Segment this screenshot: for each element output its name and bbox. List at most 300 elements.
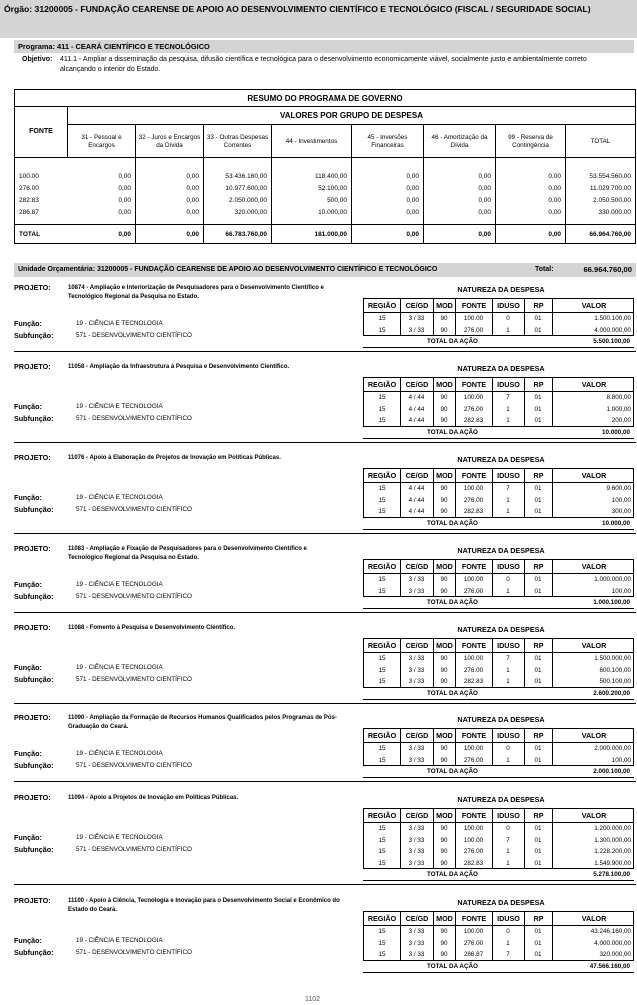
natureza-col-header: RP	[524, 469, 552, 482]
natureza-col-header: MOD	[433, 469, 455, 482]
natureza-cell: 90	[440, 405, 448, 413]
projeto-code: 11083	[68, 546, 85, 552]
natureza-cell: 90	[440, 587, 448, 595]
natureza-cell: 01	[534, 859, 542, 867]
natureza-col-header: RP	[524, 378, 552, 391]
subfuncao-value: 571 - DESENVOLVIMENTO CIENTÍFICO	[76, 415, 192, 422]
subfuncao-label: Subfunção:	[14, 761, 54, 770]
projeto-desc: Ampliação da Formação de Recursos Humanos Qualificados pelos Programas de Pós-Graduação do Ceará.	[68, 715, 337, 730]
projeto-code: 11090	[68, 715, 85, 721]
natureza-col-header: FONTE	[455, 299, 492, 312]
natureza-cell: 9.600,00	[606, 485, 631, 492]
projeto-title: 11058 - Ampliação da Infraestrutura à Pesquisa e Desenvolvimento Científico.	[68, 364, 290, 370]
total-acao-value: 2.600.200,00	[593, 689, 630, 697]
natureza-cell: 276.00	[463, 666, 484, 674]
funcao-value: 19 - CIÊNCIA E TECNOLOGIA	[76, 403, 163, 410]
total-acao-row	[363, 766, 634, 778]
natureza-col-header: CE/GD	[400, 639, 433, 652]
natureza-cell: 3 / 33	[408, 587, 425, 595]
unidade-header	[14, 263, 636, 277]
natureza-col-header: CE/GD	[400, 809, 433, 822]
resumo-value-cell: 53.436.160,00	[225, 173, 267, 180]
natureza-cell: 1	[506, 417, 510, 424]
natureza-col-header: MOD	[433, 729, 455, 742]
natureza-cell: 15	[378, 848, 386, 855]
total-acao-row	[363, 961, 634, 973]
total-acao-row	[363, 597, 634, 609]
natureza-cell: 3 / 33	[408, 756, 425, 764]
projeto-desc: Fomento à Pesquisa e Desenvolvimento Científico.	[89, 625, 236, 631]
resumo-value-cell: 0,00	[118, 173, 131, 180]
resumo-value-cell: 0,00	[548, 197, 561, 204]
subfuncao-label: Subfunção:	[14, 675, 54, 684]
natureza-header: NATUREZA DA DESPESA	[457, 285, 545, 294]
funcao-label: Função:	[14, 663, 42, 672]
natureza-cell: 01	[534, 745, 542, 752]
resumo-col-header: TOTAL	[565, 125, 635, 158]
natureza-col-header: RP	[524, 299, 552, 312]
programa-header: Programa: 411 - CEARÁ CIENTÍFICO E TECNOLÓGICO	[14, 40, 634, 53]
resumo-value-cell: 0,00	[478, 185, 491, 192]
natureza-cell: 01	[534, 576, 542, 583]
resumo-total-cell: 0,00	[548, 231, 561, 238]
natureza-cell: 15	[378, 508, 386, 515]
funcao-value: 19 - CIÊNCIA E TECNOLOGIA	[76, 320, 163, 327]
natureza-cell: 1	[506, 939, 510, 947]
natureza-cell: 01	[534, 417, 542, 424]
natureza-cell: 3 / 33	[408, 655, 425, 662]
natureza-cell: 01	[534, 939, 542, 947]
resumo-total-cell: 66.783.760,00	[225, 231, 267, 238]
natureza-col-header: IDUSO	[492, 469, 524, 482]
natureza-cell: 3 / 33	[408, 928, 425, 935]
natureza-cell: 15	[378, 666, 386, 674]
resumo-value-cell: 0,00	[118, 185, 131, 192]
resumo-value-cell: 11.029.700,00	[589, 185, 631, 192]
resumo-value-cell: 0,00	[406, 185, 419, 192]
natureza-cell: 90	[440, 745, 448, 752]
orgao-header: Órgão: 31200005 - FUNDAÇÃO CEARENSE DE APOIO AO DESENVOLVIMENTO CIENTÍFICO E TECNOLÓGICO (FISCAL / SEGURIDADE SOCIAL)	[0, 0, 637, 38]
total-acao-label: TOTAL DA AÇÃO	[427, 519, 478, 527]
natureza-header: NATUREZA DA DESPESA	[457, 546, 545, 555]
natureza-cell: 3 / 33	[408, 848, 425, 855]
natureza-cell: 01	[534, 666, 542, 674]
resumo-col-header: 45 - Inversões Financeiras	[351, 125, 423, 158]
total-acao-row	[363, 336, 634, 348]
natureza-cell: 282.83	[463, 417, 484, 424]
projeto-title: 11083 - Ampliação e Fixação de Pesquisadores para o Desenvolvimento Científico e Tecnológico Regional da Pesquisa no Estado.	[68, 546, 307, 561]
page-number: 1102	[305, 996, 321, 1003]
natureza-col-header: IDUSO	[492, 560, 524, 573]
natureza-cell: 43.246.160,00	[590, 928, 631, 935]
natureza-cell: 100.00	[463, 928, 484, 935]
resumo-fonte-cell: 286.87	[19, 209, 39, 216]
projeto-title: 11100 - Apoio à Ciência, Tecnologia e Inovação para o Desenvolvimento Social e Econômico do Estado do Ceará.	[68, 898, 340, 913]
natureza-cell: 01	[534, 587, 542, 595]
natureza-cell: 4 / 44	[408, 405, 425, 413]
natureza-cell: 1	[506, 405, 510, 413]
natureza-cell: 90	[440, 756, 448, 764]
natureza-cell: 15	[378, 496, 386, 504]
natureza-col-header: REGIÃO	[367, 301, 397, 310]
natureza-cell: 0	[506, 315, 510, 322]
natureza-cell: 01	[534, 848, 542, 855]
funcao-label: Função:	[14, 319, 42, 328]
resumo-value-cell: 0,00	[406, 173, 419, 180]
natureza-col-header: REGIÃO	[367, 731, 397, 740]
total-acao-row	[363, 427, 634, 439]
natureza-cell: 15	[378, 655, 386, 662]
unidade-label: Unidade Orçamentária: 31200005 - FUNDAÇÃO CEARENSE DE APOIO AO DESENVOLVIMENTO CIENTÍFICO E TECNOLÓGICO	[18, 266, 438, 273]
natureza-cell: 01	[534, 394, 542, 401]
natureza-col-header: CE/GD	[400, 378, 433, 391]
total-acao-label: TOTAL DA AÇÃO	[427, 428, 478, 436]
natureza-header: NATUREZA DA DESPESA	[457, 715, 545, 724]
natureza-cell: 90	[440, 496, 448, 504]
natureza-cell: 1	[506, 326, 510, 334]
natureza-cell: 01	[534, 326, 542, 334]
natureza-cell: 90	[440, 666, 448, 674]
natureza-cell: 01	[534, 508, 542, 515]
funcao-label: Função:	[14, 936, 42, 945]
resumo-fonte-cell: 276.00	[19, 185, 39, 192]
resumo-value-cell: 0,00	[406, 197, 419, 204]
natureza-col-header: REGIÃO	[367, 471, 397, 480]
natureza-cell: 15	[378, 326, 386, 334]
natureza-cell: 90	[440, 315, 448, 322]
projeto-title: 11088 - Fomento à Pesquisa e Desenvolvimento Científico.	[68, 625, 236, 631]
resumo-col-header: 46 - Amortização da Dívida	[423, 125, 495, 158]
funcao-value: 19 - CIÊNCIA E TECNOLOGIA	[76, 834, 163, 841]
natureza-col-header: RP	[524, 560, 552, 573]
natureza-col-header: REGIÃO	[367, 641, 397, 650]
resumo-value-cell: 0,00	[186, 185, 199, 192]
natureza-cell: 3 / 33	[408, 951, 425, 958]
natureza-cell: 3 / 33	[408, 836, 425, 844]
natureza-cell: 276.00	[463, 405, 484, 413]
natureza-cell: 15	[378, 394, 386, 401]
natureza-col-header: VALOR	[552, 469, 635, 482]
natureza-col-header: RP	[524, 639, 552, 652]
natureza-cell: 15	[378, 859, 386, 867]
resumo-value-cell: 0,00	[548, 185, 561, 192]
resumo-value-cell: 118.400,00	[314, 173, 347, 180]
natureza-cell: 90	[440, 928, 448, 935]
natureza-cell: 1.300.000,00	[594, 836, 631, 844]
natureza-cell: 01	[534, 951, 542, 958]
natureza-cell: 3 / 33	[408, 315, 425, 322]
natureza-cell: 3 / 33	[408, 825, 425, 832]
natureza-col-header: RP	[524, 912, 552, 925]
total-acao-label: TOTAL DA AÇÃO	[427, 768, 478, 775]
natureza-cell: 1.228.200,00	[594, 848, 631, 855]
natureza-cell: 1	[506, 508, 510, 515]
funcao-value: 19 - CIÊNCIA E TECNOLOGIA	[76, 494, 163, 501]
projeto-code: 11088	[68, 625, 85, 631]
resumo-table	[14, 89, 636, 244]
natureza-cell: 90	[440, 508, 448, 515]
projeto-label: PROJETO:	[14, 623, 51, 632]
natureza-cell: 4 / 44	[408, 417, 425, 424]
natureza-cell: 15	[378, 928, 386, 935]
natureza-cell: 15	[378, 417, 386, 424]
natureza-cell: 276.00	[463, 756, 484, 764]
projeto-title: 11076 - Apoio à Elaboração de Projetos de Inovação em Políticas Públicas.	[68, 455, 281, 461]
projeto-label: PROJETO:	[14, 283, 51, 292]
natureza-cell: 90	[440, 417, 448, 424]
resumo-value-cell: 10.000,00	[318, 209, 347, 216]
resumo-value-cell: 0,00	[548, 209, 561, 216]
projeto-desc: Apoio a Projetos de Inovação em Políticas Públicas.	[89, 795, 239, 801]
resumo-subtitle: VALORES POR GRUPO DE DESPESA	[67, 107, 635, 125]
natureza-cell: 3 / 33	[408, 576, 425, 583]
natureza-table	[363, 728, 634, 766]
natureza-col-header: MOD	[433, 560, 455, 573]
natureza-cell: 1	[506, 666, 510, 674]
projeto-code: 11100	[68, 898, 85, 904]
subfuncao-value: 571 - DESENVOLVIMENTO CIENTÍFICO	[76, 676, 192, 683]
natureza-col-header: VALOR	[552, 639, 635, 652]
unidade-total-value: 66.964.760,00	[583, 265, 632, 274]
natureza-col-header: IDUSO	[492, 378, 524, 391]
projeto-label: PROJETO:	[14, 362, 51, 371]
natureza-cell: 100.00	[463, 825, 484, 832]
subfuncao-label: Subfunção:	[14, 948, 54, 957]
natureza-header: NATUREZA DA DESPESA	[457, 625, 545, 634]
natureza-cell: 15	[378, 576, 386, 583]
natureza-cell: 90	[440, 836, 448, 844]
natureza-cell: 320.000,00	[599, 951, 631, 958]
natureza-cell: 15	[378, 587, 386, 595]
natureza-header: NATUREZA DA DESPESA	[457, 455, 545, 464]
natureza-cell: 4 / 44	[408, 485, 425, 492]
natureza-cell: 01	[534, 825, 542, 832]
projeto-desc: Ampliação e Fixação de Pesquisadores para o Desenvolvimento Científico e Tecnológico Regional da Pesquisa no Estado.	[68, 546, 307, 561]
natureza-table	[363, 377, 634, 427]
natureza-table	[363, 638, 634, 688]
natureza-col-header: REGIÃO	[367, 811, 397, 820]
natureza-col-header: MOD	[433, 378, 455, 391]
natureza-cell: 100,00	[611, 756, 631, 764]
natureza-cell: 90	[440, 939, 448, 947]
natureza-col-header: FONTE	[455, 809, 492, 822]
natureza-cell: 90	[440, 576, 448, 583]
natureza-cell: 100.00	[463, 836, 484, 844]
natureza-cell: 300,00	[611, 508, 631, 515]
resumo-value-cell: 0,00	[478, 209, 491, 216]
natureza-table	[363, 808, 634, 869]
natureza-cell: 90	[440, 848, 448, 855]
resumo-value-cell: 500,00	[327, 197, 347, 204]
natureza-cell: 90	[440, 655, 448, 662]
funcao-value: 19 - CIÊNCIA E TECNOLOGIA	[76, 937, 163, 944]
natureza-cell: 3 / 33	[408, 666, 425, 674]
natureza-cell: 1.500.000,00	[594, 655, 631, 662]
natureza-cell: 1	[506, 496, 510, 504]
resumo-value-cell: 10.977.600,00	[225, 185, 267, 192]
natureza-cell: 282.83	[463, 508, 484, 515]
resumo-total-cell: 0,00	[186, 231, 199, 238]
funcao-label: Função:	[14, 833, 42, 842]
resumo-value-cell: 52.100,00	[318, 185, 347, 192]
natureza-cell: 282.83	[463, 678, 484, 685]
subfuncao-value: 571 - DESENVOLVIMENTO CIENTÍFICO	[76, 762, 192, 769]
natureza-cell: 1	[506, 756, 510, 764]
natureza-cell: 7	[506, 655, 510, 662]
resumo-value-cell: 0,00	[186, 197, 199, 204]
natureza-cell: 4.000.000,00	[594, 326, 631, 334]
subfuncao-label: Subfunção:	[14, 331, 54, 340]
total-acao-value: 10.000,00	[601, 519, 630, 527]
natureza-cell: 90	[440, 394, 448, 401]
natureza-cell: 0	[506, 745, 510, 752]
projeto-label: PROJETO:	[14, 544, 51, 553]
total-acao-label: TOTAL DA AÇÃO	[427, 689, 478, 697]
natureza-cell: 7	[506, 485, 510, 492]
subfuncao-value: 571 - DESENVOLVIMENTO CIENTÍFICO	[76, 506, 192, 513]
resumo-total-cell: 181.000,00	[314, 231, 347, 238]
natureza-cell: 01	[534, 678, 542, 685]
funcao-value: 19 - CIÊNCIA E TECNOLOGIA	[76, 750, 163, 757]
subfuncao-value: 571 - DESENVOLVIMENTO CIENTÍFICO	[76, 949, 192, 956]
natureza-col-header: CE/GD	[400, 299, 433, 312]
natureza-cell: 3 / 33	[408, 859, 425, 867]
natureza-cell: 01	[534, 836, 542, 844]
resumo-col-header: 31 - Pessoal e Encargos	[67, 125, 135, 158]
natureza-cell: 15	[378, 745, 386, 752]
resumo-value-cell: 0,00	[478, 173, 491, 180]
projeto-title: 11094 - Apoio a Projetos de Inovação em Políticas Públicas.	[68, 795, 239, 801]
natureza-col-header: CE/GD	[400, 912, 433, 925]
natureza-cell: 1.000.000,00	[594, 576, 631, 583]
natureza-cell: 01	[534, 655, 542, 662]
projeto-code: 10874	[68, 285, 85, 291]
natureza-cell: 01	[534, 928, 542, 935]
funcao-label: Função:	[14, 580, 42, 589]
natureza-cell: 100.00	[463, 745, 484, 752]
natureza-cell: 100.00	[463, 315, 484, 322]
natureza-cell: 15	[378, 756, 386, 764]
natureza-col-header: REGIÃO	[367, 562, 397, 571]
natureza-cell: 1	[506, 859, 510, 867]
natureza-cell: 01	[534, 485, 542, 492]
total-acao-value: 5.278.100,00	[593, 871, 630, 878]
natureza-cell: 7	[506, 394, 510, 401]
natureza-cell: 01	[534, 315, 542, 322]
natureza-col-header: IDUSO	[492, 912, 524, 925]
natureza-cell: 90	[440, 825, 448, 832]
natureza-col-header: CE/GD	[400, 469, 433, 482]
objetivo-label: Objetivo:	[22, 56, 53, 63]
resumo-value-cell: 2.050.500,00	[593, 197, 631, 204]
resumo-value-cell: 0,00	[478, 197, 491, 204]
natureza-cell: 01	[534, 756, 542, 764]
resumo-value-cell: 2.050.000,00	[229, 197, 267, 204]
natureza-table	[363, 559, 634, 597]
natureza-cell: 3 / 33	[408, 326, 425, 334]
natureza-cell: 500.100,00	[599, 678, 631, 685]
natureza-cell: 01	[534, 496, 542, 504]
projeto-code: 11094	[68, 795, 85, 801]
resumo-value-cell: 0,00	[406, 209, 419, 216]
funcao-value: 19 - CIÊNCIA E TECNOLOGIA	[76, 581, 163, 588]
natureza-cell: 1.200.000,00	[594, 825, 631, 832]
natureza-cell: 15	[378, 678, 386, 685]
projeto-desc: Apoio à Ciência, Tecnologia e Inovação para o Desenvolvimento Social e Econômico do Estado do Ceará.	[68, 898, 340, 913]
projeto-desc: Ampliação e Interiorização de Pesquisadores para o Desenvolvimento Científico e Tecnológico Regional da Pesquisa no Estado.	[68, 285, 324, 300]
resumo-value-cell: 0,00	[548, 173, 561, 180]
natureza-col-header: VALOR	[552, 809, 635, 822]
total-acao-label: TOTAL DA AÇÃO	[427, 338, 478, 345]
resumo-total-cell: 0,00	[118, 231, 131, 238]
natureza-cell: 200,00	[611, 417, 631, 424]
natureza-cell: 276.00	[463, 939, 484, 947]
resumo-value-cell: 0,00	[186, 209, 199, 216]
natureza-cell: 100.00	[463, 576, 484, 583]
resumo-fonte-cell: 100.00	[19, 173, 39, 180]
resumo-col-header: 99 - Reserva de Contingência	[495, 125, 565, 158]
natureza-col-header: CE/GD	[400, 729, 433, 742]
subfuncao-label: Subfunção:	[14, 592, 54, 601]
natureza-cell: 90	[440, 678, 448, 685]
natureza-col-header: VALOR	[552, 912, 635, 925]
projeto-title: 10874 - Ampliação e Interiorização de Pesquisadores para o Desenvolvimento Científico e Tecnológico Regional da Pesquisa no Estado.	[68, 285, 324, 300]
resumo-col-header: 32 - Juros e Encargos da Dívida	[135, 125, 203, 158]
natureza-cell: 276.00	[463, 496, 484, 504]
natureza-cell: 1	[506, 678, 510, 685]
natureza-cell: 1	[506, 848, 510, 855]
funcao-label: Função:	[14, 749, 42, 758]
natureza-cell: 90	[440, 326, 448, 334]
resumo-total-cell: 0,00	[478, 231, 491, 238]
resumo-fonte-cell: 282.83	[19, 197, 39, 204]
natureza-header: NATUREZA DA DESPESA	[457, 898, 545, 907]
natureza-cell: 15	[378, 825, 386, 832]
fonte-header: FONTE	[29, 128, 53, 135]
resumo-col-header: 44 - Investimentos	[271, 125, 351, 158]
projeto-code: 11076	[68, 455, 85, 461]
natureza-cell: 15	[378, 836, 386, 844]
funcao-label: Função:	[14, 402, 42, 411]
natureza-col-header: IDUSO	[492, 729, 524, 742]
natureza-col-header: IDUSO	[492, 639, 524, 652]
natureza-header: NATUREZA DA DESPESA	[457, 795, 545, 804]
objetivo-text: 411.1 - Ampliar a disseminação da pesquisa, difusão científica e tecnológica para o desenvolvimento economicamente viável, socialmente justo e ambientalmente correto alcançando o interior do Estado.	[60, 56, 587, 73]
natureza-col-header: IDUSO	[492, 299, 524, 312]
natureza-cell: 15	[378, 315, 386, 322]
total-acao-row	[363, 688, 634, 700]
natureza-cell: 1.500.100,00	[594, 315, 631, 322]
resumo-col-header: 33 - Outras Despesas Correntes	[203, 125, 271, 158]
natureza-cell: 276.00	[463, 848, 484, 855]
projeto-code: 11058	[68, 364, 85, 370]
projeto-title: 11090 - Ampliação da Formação de Recursos Humanos Qualificados pelos Programas de Pós-Graduação do Ceará.	[68, 715, 337, 730]
natureza-cell: 1	[506, 587, 510, 595]
natureza-cell: 276.00	[463, 326, 484, 334]
natureza-cell: 276.00	[463, 587, 484, 595]
natureza-col-header: RP	[524, 729, 552, 742]
natureza-cell: 100.00	[463, 655, 484, 662]
natureza-col-header: VALOR	[552, 378, 635, 391]
natureza-cell: 8.800,00	[606, 394, 631, 401]
resumo-total-cell: 66.964.760,00	[589, 231, 631, 238]
funcao-value: 19 - CIÊNCIA E TECNOLOGIA	[76, 664, 163, 671]
projeto-label: PROJETO:	[14, 896, 51, 905]
natureza-col-header: MOD	[433, 912, 455, 925]
natureza-col-header: FONTE	[455, 560, 492, 573]
natureza-cell: 100,00	[611, 496, 631, 504]
resumo-value-cell: 53.554.560,00	[589, 173, 631, 180]
